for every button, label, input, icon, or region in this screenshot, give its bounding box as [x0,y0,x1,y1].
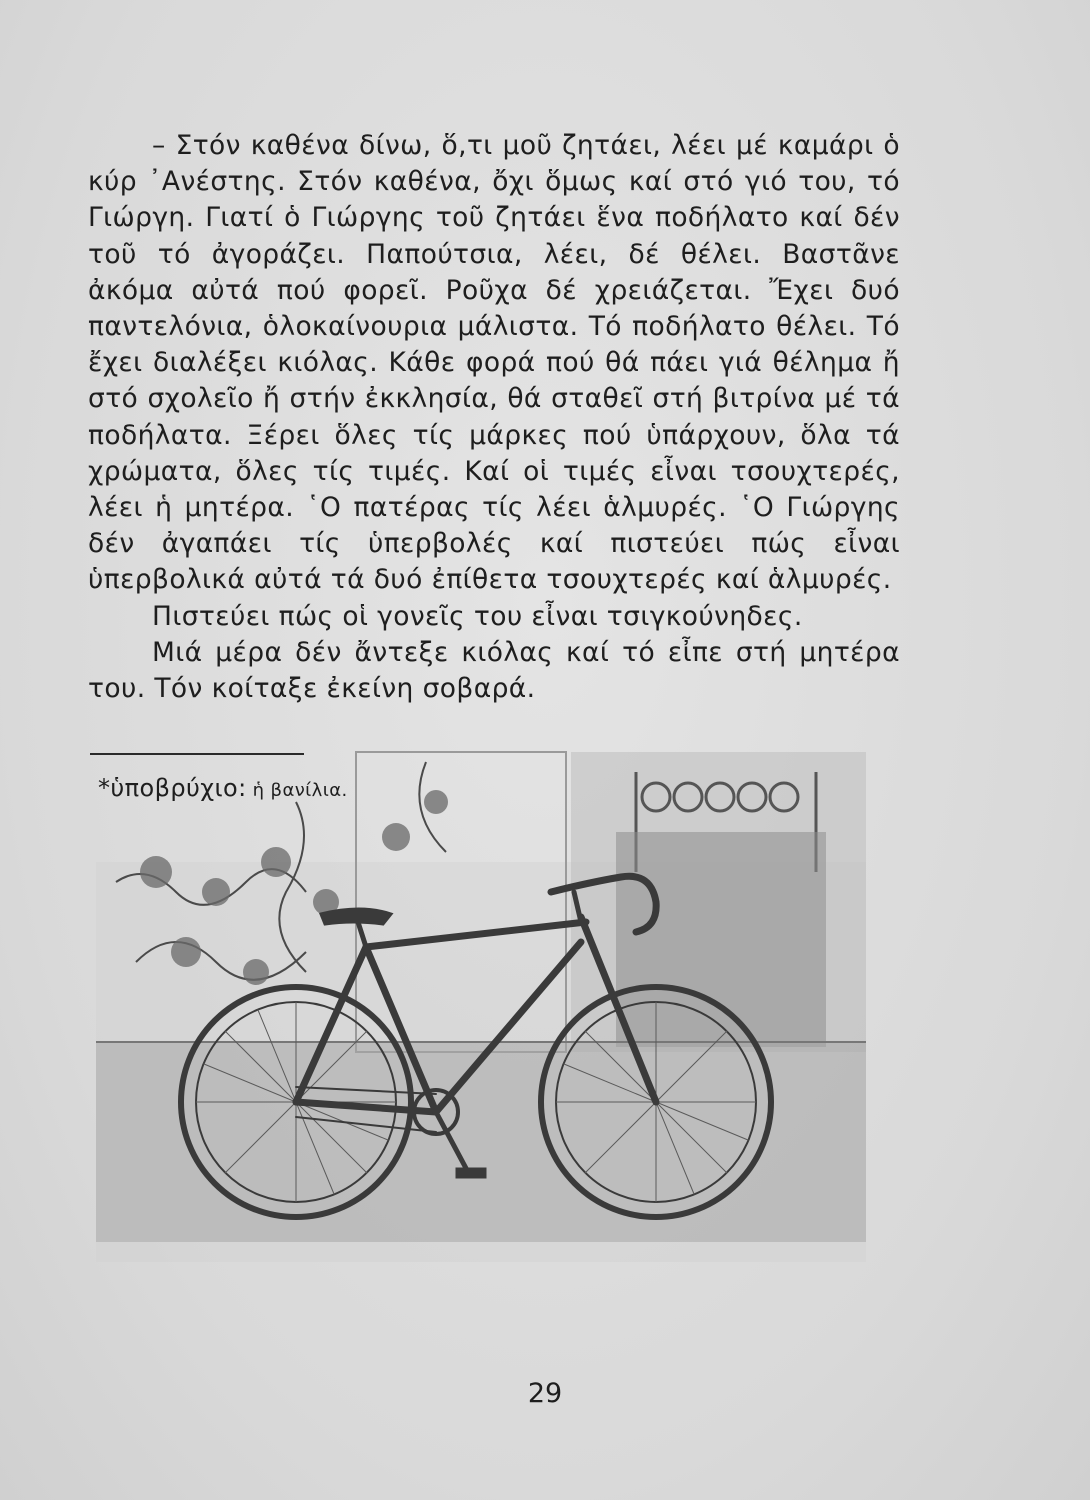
body-text [88,128,900,707]
paragraph-2: Πιστεύει πώς οἱ γονεῖς του εἶναι τσιγκούνηδες. [152,600,803,632]
footnote-separator [90,753,304,755]
footnote-term: *ὑποβρύχιο: [98,774,247,802]
footnote-definition: ἡ βανίλια. [252,780,348,801]
footnote [98,774,348,802]
bicycle-illustration [96,742,866,1270]
paragraph-3: Μιά μέρα δέν ἄντεξε κιόλας καί τό εἶπε στή μητέρα του. Τόν κοίταξε ἐκείνη σοβαρά. [88,636,900,705]
paragraph-1: – Στόν καθένα δίνω, ὅ,τι μοῦ ζητάει, λέει μέ καμάρι ὁ κύρ ᾽Ανέστης. Στόν καθένα, ὄχι ὅμως καί στό γιό του, τό Γιώργη. Γιατί ὁ Γιώργης τοῦ ζητάει ἕνα ποδήλατο καί δέν τοῦ τό ἀγοράζει. Παπούτσια, λέει, δέ θέλει. Βαστᾶνε ἀκόμα αὐτά πού φορεῖ. Ροῦχα δέ χρειάζεται. Ἔχει δυό παντελόνια, ὁλοκαίνουρια μάλιστα. Τό ποδήλατο θέλει. Τό ἔχει διαλέξει κιόλας. Κάθε φορά πού θά πάει γιά θέλημα ἤ στό σχολεῖο ἤ στήν ἐκκλησία, θά σταθεῖ στή βιτρίνα μέ τά ποδήλατα. Ξέρει ὅλες τίς μάρκες πού ὑπάρχουν, ὅλα τά χρώματα, ὅλες τίς τιμές. Καί οἱ τιμές εἶναι τσουχτερές, λέει ἡ μητέρα. ῾Ο πατέρας τίς λέει ἁλμυρές. ῾Ο Γιώργης δέν ἀγαπάει τίς ὑπερβολές καί πιστεύει πώς εἶναι ὑπερβολικά αὐτά τά δυό ἐπίθετα τσουχτερές καί ἁλμυρές. [88,130,900,596]
page-number: 29 [527,1378,563,1409]
